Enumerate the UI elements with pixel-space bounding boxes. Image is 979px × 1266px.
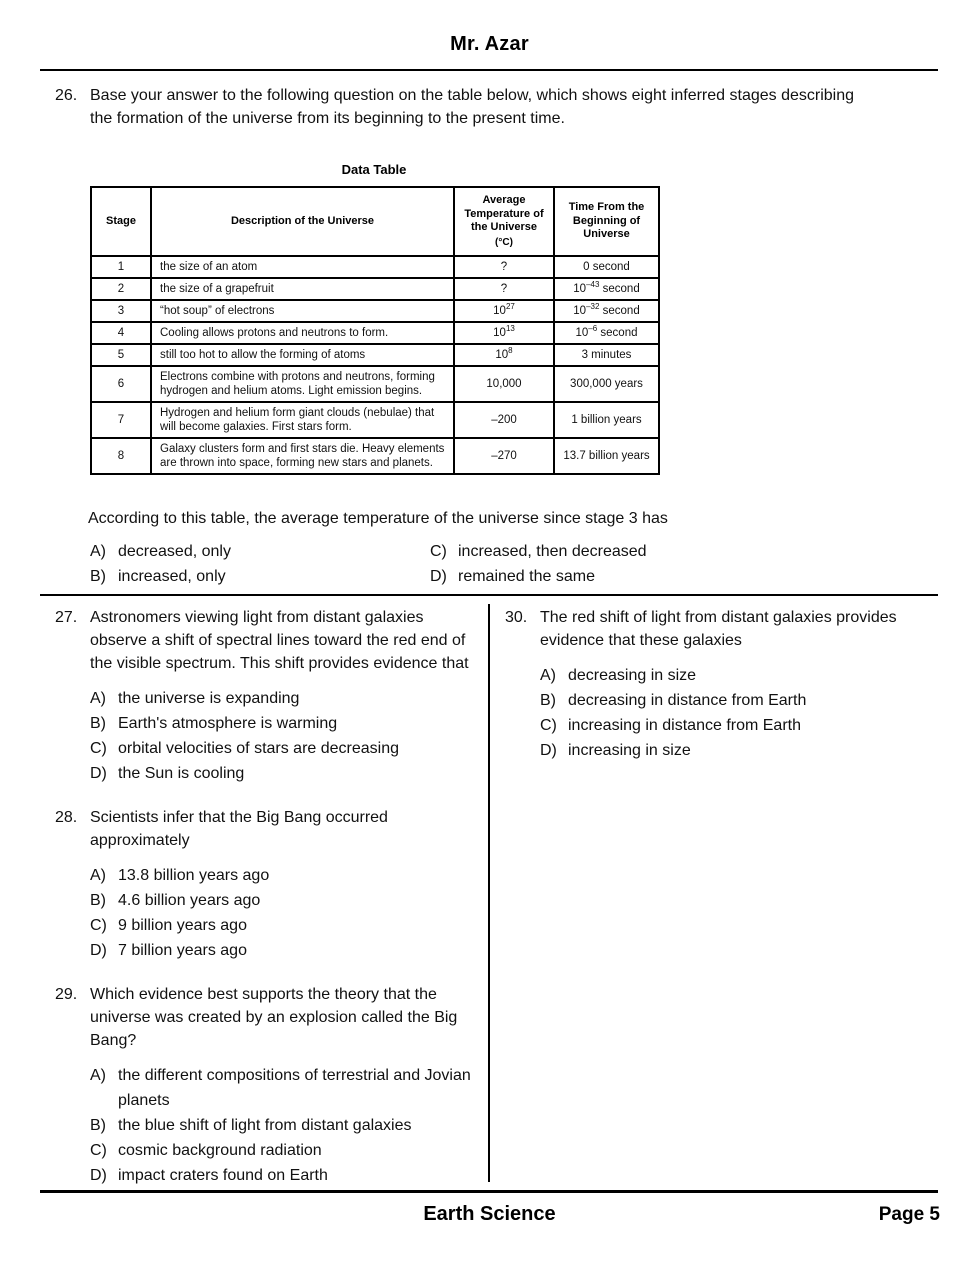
choice-text: decreasing in size	[568, 667, 697, 684]
question-number: 30.	[505, 609, 528, 626]
choice-label: D)	[540, 742, 557, 759]
cell-description: the size of a grapefruit	[151, 278, 454, 300]
choice-label: C)	[90, 1142, 107, 1159]
cell-stage: 1	[91, 256, 151, 278]
choice-label: D)	[430, 568, 447, 585]
table-row	[91, 278, 659, 300]
choice	[90, 711, 472, 736]
data-table-title: Data Table	[341, 162, 407, 177]
table-row	[91, 256, 659, 278]
choice	[90, 888, 472, 913]
question-number: 26.	[55, 87, 78, 104]
choice	[90, 1113, 472, 1138]
question-text: Scientists infer that the Big Bang occurred approximately	[90, 809, 388, 849]
question-choices	[90, 686, 472, 786]
choice-label: C)	[430, 543, 447, 560]
choice-text: the different compositions of terrestrial and Jovian planets	[118, 1067, 471, 1109]
question-26-text: According to this table, the average temperature of the universe since stage 3 has	[88, 510, 668, 527]
choice-text: the Sun is cooling	[118, 765, 245, 782]
choice-text: 4.6 billion years ago	[118, 892, 261, 909]
cell-stage: 3	[91, 300, 151, 322]
choice	[90, 938, 472, 963]
column-header-title: Stage	[106, 214, 136, 227]
cell-time: 3 minutes	[554, 344, 659, 366]
question-body	[90, 983, 472, 1197]
choice-label: A)	[90, 543, 106, 560]
cell-description: still too hot to allow the forming of atoms	[151, 344, 454, 366]
choice-label: D)	[90, 765, 107, 782]
question-choices	[540, 663, 917, 763]
table-row	[91, 438, 659, 474]
question-26-choices	[90, 539, 850, 589]
cell-stage: 7	[91, 402, 151, 438]
choice-column	[90, 539, 430, 589]
question-body	[90, 606, 472, 795]
cell-temperature: 10,000	[454, 366, 554, 402]
choice	[90, 1163, 472, 1188]
question-body	[90, 806, 472, 972]
table-row	[91, 366, 659, 402]
question-number: 28.	[55, 809, 78, 826]
question-body	[540, 606, 917, 772]
question-number: 27.	[55, 609, 78, 626]
choice	[90, 736, 472, 761]
cell-time: 300,000 years	[554, 366, 659, 402]
choice-text: 13.8 billion years ago	[118, 867, 270, 884]
choice-column	[430, 539, 830, 589]
choice-text: decreased, only	[118, 543, 231, 560]
two-column-question-area	[0, 602, 979, 1190]
column-header-title: Average Temperature of the Universe	[464, 194, 544, 233]
choice-text: increased, only	[118, 568, 226, 585]
table-column-header	[91, 187, 151, 256]
column-header-title: Description of the Universe	[230, 214, 375, 227]
choice	[540, 688, 917, 713]
cell-description: Cooling allows protons and neutrons to form.	[151, 322, 454, 344]
cell-description: the size of an atom	[151, 256, 454, 278]
table-column-header	[554, 187, 659, 256]
cell-description: Electrons combine with protons and neutrons, forming hydrogen and helium atoms. Light emission begins.	[151, 366, 454, 402]
column-header-unit: (°C)	[495, 236, 513, 248]
cell-description: “hot soup” of electrons	[151, 300, 454, 322]
choice-text: increased, then decreased	[458, 543, 647, 560]
choice-label: B)	[90, 892, 106, 909]
cell-stage: 4	[91, 322, 151, 344]
table-row	[91, 300, 659, 322]
section-divider-rule	[40, 594, 938, 596]
footer-subject: Earth Science	[423, 1203, 556, 1225]
choice-label: B)	[90, 715, 106, 732]
choice-text: remained the same	[458, 568, 595, 585]
choice-text: the universe is expanding	[118, 690, 300, 707]
choice-label: C)	[90, 917, 107, 934]
cell-description: Galaxy clusters form and first stars die. Heavy elements are thrown into space, forming new stars and planets.	[151, 438, 454, 474]
choice-label: A)	[90, 867, 106, 884]
question-text: Which evidence best supports the theory that the universe was created by an explosion called the Big Bang?	[90, 986, 458, 1049]
choice-label: B)	[90, 1117, 106, 1134]
cell-time: $10^{-32}$ second	[554, 300, 659, 322]
choice	[540, 663, 917, 688]
cell-stage: 2	[91, 278, 151, 300]
header-rule	[40, 69, 938, 71]
question-block	[505, 606, 917, 772]
choice	[90, 1063, 472, 1113]
cell-description: Hydrogen and helium form giant clouds (nebulae) that will become galaxies. First stars form.	[151, 402, 454, 438]
question-block	[55, 606, 472, 795]
choice-text: 7 billion years ago	[118, 942, 247, 959]
choice-label: A)	[90, 1067, 106, 1084]
choice-label: C)	[540, 717, 557, 734]
cell-temperature: $10^8$	[454, 344, 554, 366]
cell-stage: 8	[91, 438, 151, 474]
cell-temperature: –200	[454, 402, 554, 438]
question-number: 29.	[55, 986, 78, 1003]
cell-temperature: –270	[454, 438, 554, 474]
cell-time: 0 second	[554, 256, 659, 278]
left-question-column	[55, 606, 472, 1208]
column-header-title: Time From the Beginning of Universe	[568, 201, 645, 241]
choice-label: A)	[540, 667, 556, 684]
footer-page-number: Page 5	[878, 1204, 940, 1225]
choice-d	[430, 564, 830, 589]
choice-text: the blue shift of light from distant galaxies	[118, 1117, 412, 1134]
choice-text: 9 billion years ago	[118, 917, 247, 934]
table-column-header	[151, 187, 454, 256]
choice-text: Earth's atmosphere is warming	[118, 715, 338, 732]
choice	[90, 1138, 472, 1163]
table-column-header	[454, 187, 554, 256]
choice-c	[430, 539, 830, 564]
cell-temperature: ?	[454, 278, 554, 300]
question-choices	[90, 1063, 472, 1188]
choice	[90, 863, 472, 888]
choice-text: impact craters found on Earth	[118, 1167, 328, 1184]
choice-b	[90, 564, 430, 589]
question-choices	[90, 863, 472, 963]
table-row	[91, 402, 659, 438]
choice-label: D)	[90, 1167, 107, 1184]
question-intro-text: Base your answer to the following question on the table below, which shows eight inferred stages describing the formation of the universe from its beginning to the present time.	[90, 87, 855, 127]
question-26-intro	[55, 84, 865, 130]
choice-label: D)	[90, 942, 107, 959]
question-text: The red shift of light from distant galaxies provides evidence that these galaxies	[540, 609, 897, 649]
cell-temperature: $10^{27}$	[454, 300, 554, 322]
page-header-title: Mr. Azar	[450, 33, 529, 55]
cell-temperature: ?	[454, 256, 554, 278]
choice	[90, 913, 472, 938]
cell-stage: 5	[91, 344, 151, 366]
question-block	[55, 983, 472, 1197]
choice-text: cosmic background radiation	[118, 1142, 322, 1159]
choice-text: orbital velocities of stars are decreasing	[118, 740, 400, 757]
cell-time: 1 billion years	[554, 402, 659, 438]
choice-label: B)	[540, 692, 556, 709]
footer-rule	[40, 1190, 938, 1193]
choice-text: increasing in distance from Earth	[568, 717, 801, 734]
table-header-row	[91, 187, 659, 256]
cell-temperature: $10^{13}$	[454, 322, 554, 344]
choice-text: decreasing in distance from Earth	[568, 692, 807, 709]
choice-label: A)	[90, 690, 106, 707]
cell-time: 13.7 billion years	[554, 438, 659, 474]
choice-label: B)	[90, 568, 106, 585]
data-table	[90, 186, 660, 475]
question-block	[55, 806, 472, 972]
right-question-column	[505, 606, 917, 783]
choice-label: C)	[90, 740, 107, 757]
cell-time: $10^{-6}$ second	[554, 322, 659, 344]
cell-time: $10^{-43}$ second	[554, 278, 659, 300]
choice	[90, 686, 472, 711]
table-row	[91, 344, 659, 366]
question-text: Astronomers viewing light from distant galaxies observe a shift of spectral lines toward the red end of the visible spectrum. This shift provides evidence that	[90, 609, 469, 672]
table-row	[91, 322, 659, 344]
choice-text: increasing in size	[568, 742, 691, 759]
choice	[540, 738, 917, 763]
column-divider	[488, 604, 490, 1182]
choice	[90, 761, 472, 786]
choice	[540, 713, 917, 738]
choice-a	[90, 539, 430, 564]
cell-stage: 6	[91, 366, 151, 402]
